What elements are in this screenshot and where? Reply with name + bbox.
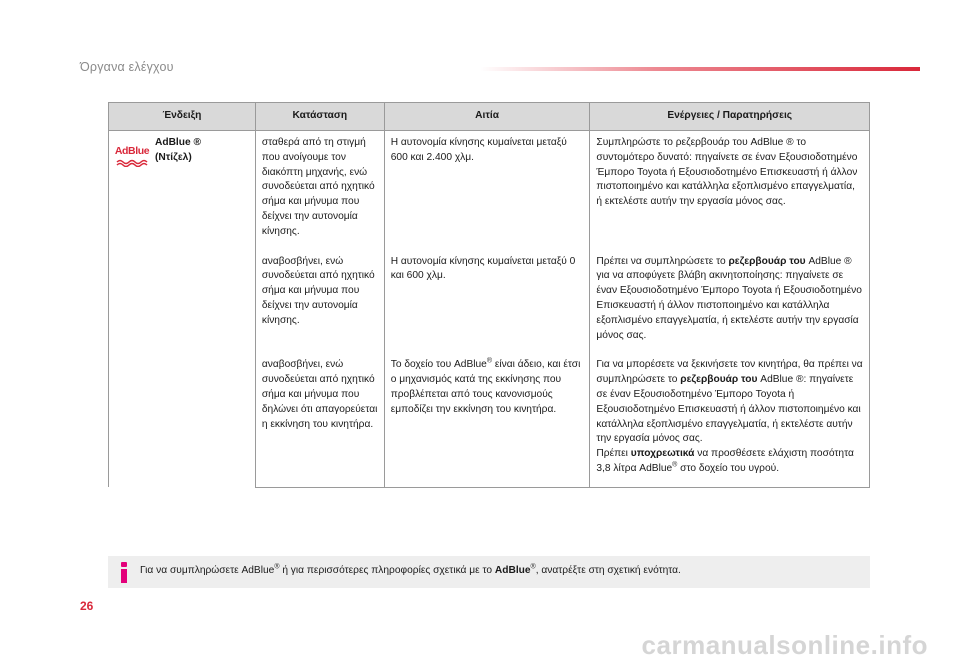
registered-mark: ®: [274, 563, 280, 571]
table-header-row: [109, 103, 870, 131]
state-cell: αναβοσβήνει, ενώ συνοδεύεται από ηχητικό σήμα και μήνυμα που δηλώνει ότι απαγορεύεται η εκκίνηση του κινητήρα.: [255, 353, 384, 487]
action-cell: [590, 353, 870, 487]
state-cell: σταθερά από τη στιγμή που ανοίγουμε τον διακόπτη μηχανής, ενώ συνοδεύεται από ηχητικό σήμα και μήνυμα που δείχνει την αυτονομία κίνησης.: [255, 131, 384, 250]
action-cell: Συμπληρώστε το ρεζερβουάρ του AdBlue ® το συντομότερο δυνατό: πηγαίνετε σε έναν Εξουσιοδοτημένο Έμπορο Toyota ή Εξουσιοδοτημένο Επισκευαστή ή άλλον πιστοποιημένο και κατάλληλα εξοπλισμένο επαγγελματία, ή εκτελέστε αυτήν την εργασία μόνος σας.: [590, 131, 870, 250]
column-header-actions: Ενέργειες / Παρατηρήσεις: [590, 103, 870, 131]
cause-cell: Η αυτονομία κίνησης κυμαίνεται μεταξύ 0 και 600 χλμ.: [384, 250, 590, 354]
note-text: , ανατρέξτε στη σχετική ενότητα.: [535, 565, 681, 576]
info-icon: [120, 560, 128, 584]
registered-mark: ®: [672, 461, 678, 469]
table-row: [109, 131, 870, 250]
action-text: AdBlue ®: πηγαίνετε σε έναν Εξουσιοδοτημένο Έμπορο Toyota ή Εξουσιοδοτημένο Επισκευαστή ή άλλον πιστοποιημένο και κατάλληλα εξοπλισμένο επαγγελματία, ή εκτελέστε αυτήν την εργασία μόνος σας.: [596, 374, 861, 445]
action-emphasis: ρεζερβουάρ του: [728, 255, 806, 267]
state-cell: αναβοσβήνει, ενώ συνοδεύεται από ηχητικό σήμα και μήνυμα που δείχνει την αυτονομία κίνησης.: [255, 250, 384, 354]
action-text: AdBlue ® για να αποφύγετε βλάβη ακινητοποίησης: πηγαίνετε σε έναν Εξουσιοδοτημένο Έμπορο Toyota ή Εξουσιοδοτημένο Επισκευαστή ή άλλον πιστοποιημένο και κατάλληλα εξοπλισμένο επαγγελματία, ή εκτελέστε αυτήν την εργασία μόνος σας.: [596, 255, 862, 341]
note-text: ή για περισσότερες πληροφορίες σχετικά με το: [279, 565, 495, 576]
action-text: στο δοχείο του υγρού.: [677, 462, 780, 474]
action-emphasis: υποχρεωτικά: [630, 448, 695, 460]
adblue-logo-text: AdBlue: [114, 145, 150, 157]
column-header-indicator: Ένδειξη: [109, 103, 256, 131]
registered-mark: ®: [486, 357, 493, 365]
note-emphasis: AdBlue: [494, 565, 531, 576]
info-note-text: [140, 565, 681, 576]
watermark: carmanualsonline.info: [641, 630, 928, 660]
page-number: 26: [80, 599, 94, 613]
indicator-name: AdBlue ®: [155, 137, 201, 148]
adblue-warning-icon: [113, 136, 151, 167]
cause-cell: Η αυτονομία κίνησης κυμαίνεται μεταξύ 600 και 2.400 χλμ.: [384, 131, 590, 250]
info-note: [108, 556, 870, 588]
cause-text: Το δοχείο του AdBlue: [390, 359, 487, 371]
cause-text: είναι άδειο, και έτσι ο μηχανισμός κατά της εκκίνησης που προβλέπεται από τους κανονισμούς εμποδίζει την εκκίνηση του κινητήρα.: [390, 359, 581, 415]
action-emphasis: ρεζερβουάρ του: [680, 374, 758, 386]
indicator-subname: (Ντίζελ): [155, 151, 192, 163]
wave-icon: [116, 159, 148, 167]
action-text: Πρέπει: [596, 448, 631, 460]
action-text: Πρέπει να συμπληρώσετε το: [596, 255, 729, 267]
action-text: Για να μπορέσετε να ξεκινήσετε τον κινητήρα, θα πρέπει να συμπληρώσετε το: [596, 359, 863, 386]
column-header-state: Κατάσταση: [255, 103, 384, 131]
column-header-cause: Αιτία: [384, 103, 590, 131]
warning-light-table: [108, 102, 870, 488]
indicator-cell: [109, 131, 256, 488]
section-title: Όργανα ελέγχου: [80, 60, 174, 74]
accent-bar: [480, 67, 920, 71]
note-text: Για να συμπληρώσετε AdBlue: [140, 565, 275, 576]
action-text: να προσθέσετε ελάχιστη ποσότητα 3,8 λίτρα AdBlue: [596, 448, 854, 474]
action-cell: [590, 250, 870, 354]
registered-mark: ®: [530, 563, 536, 571]
cause-cell: [384, 353, 590, 487]
